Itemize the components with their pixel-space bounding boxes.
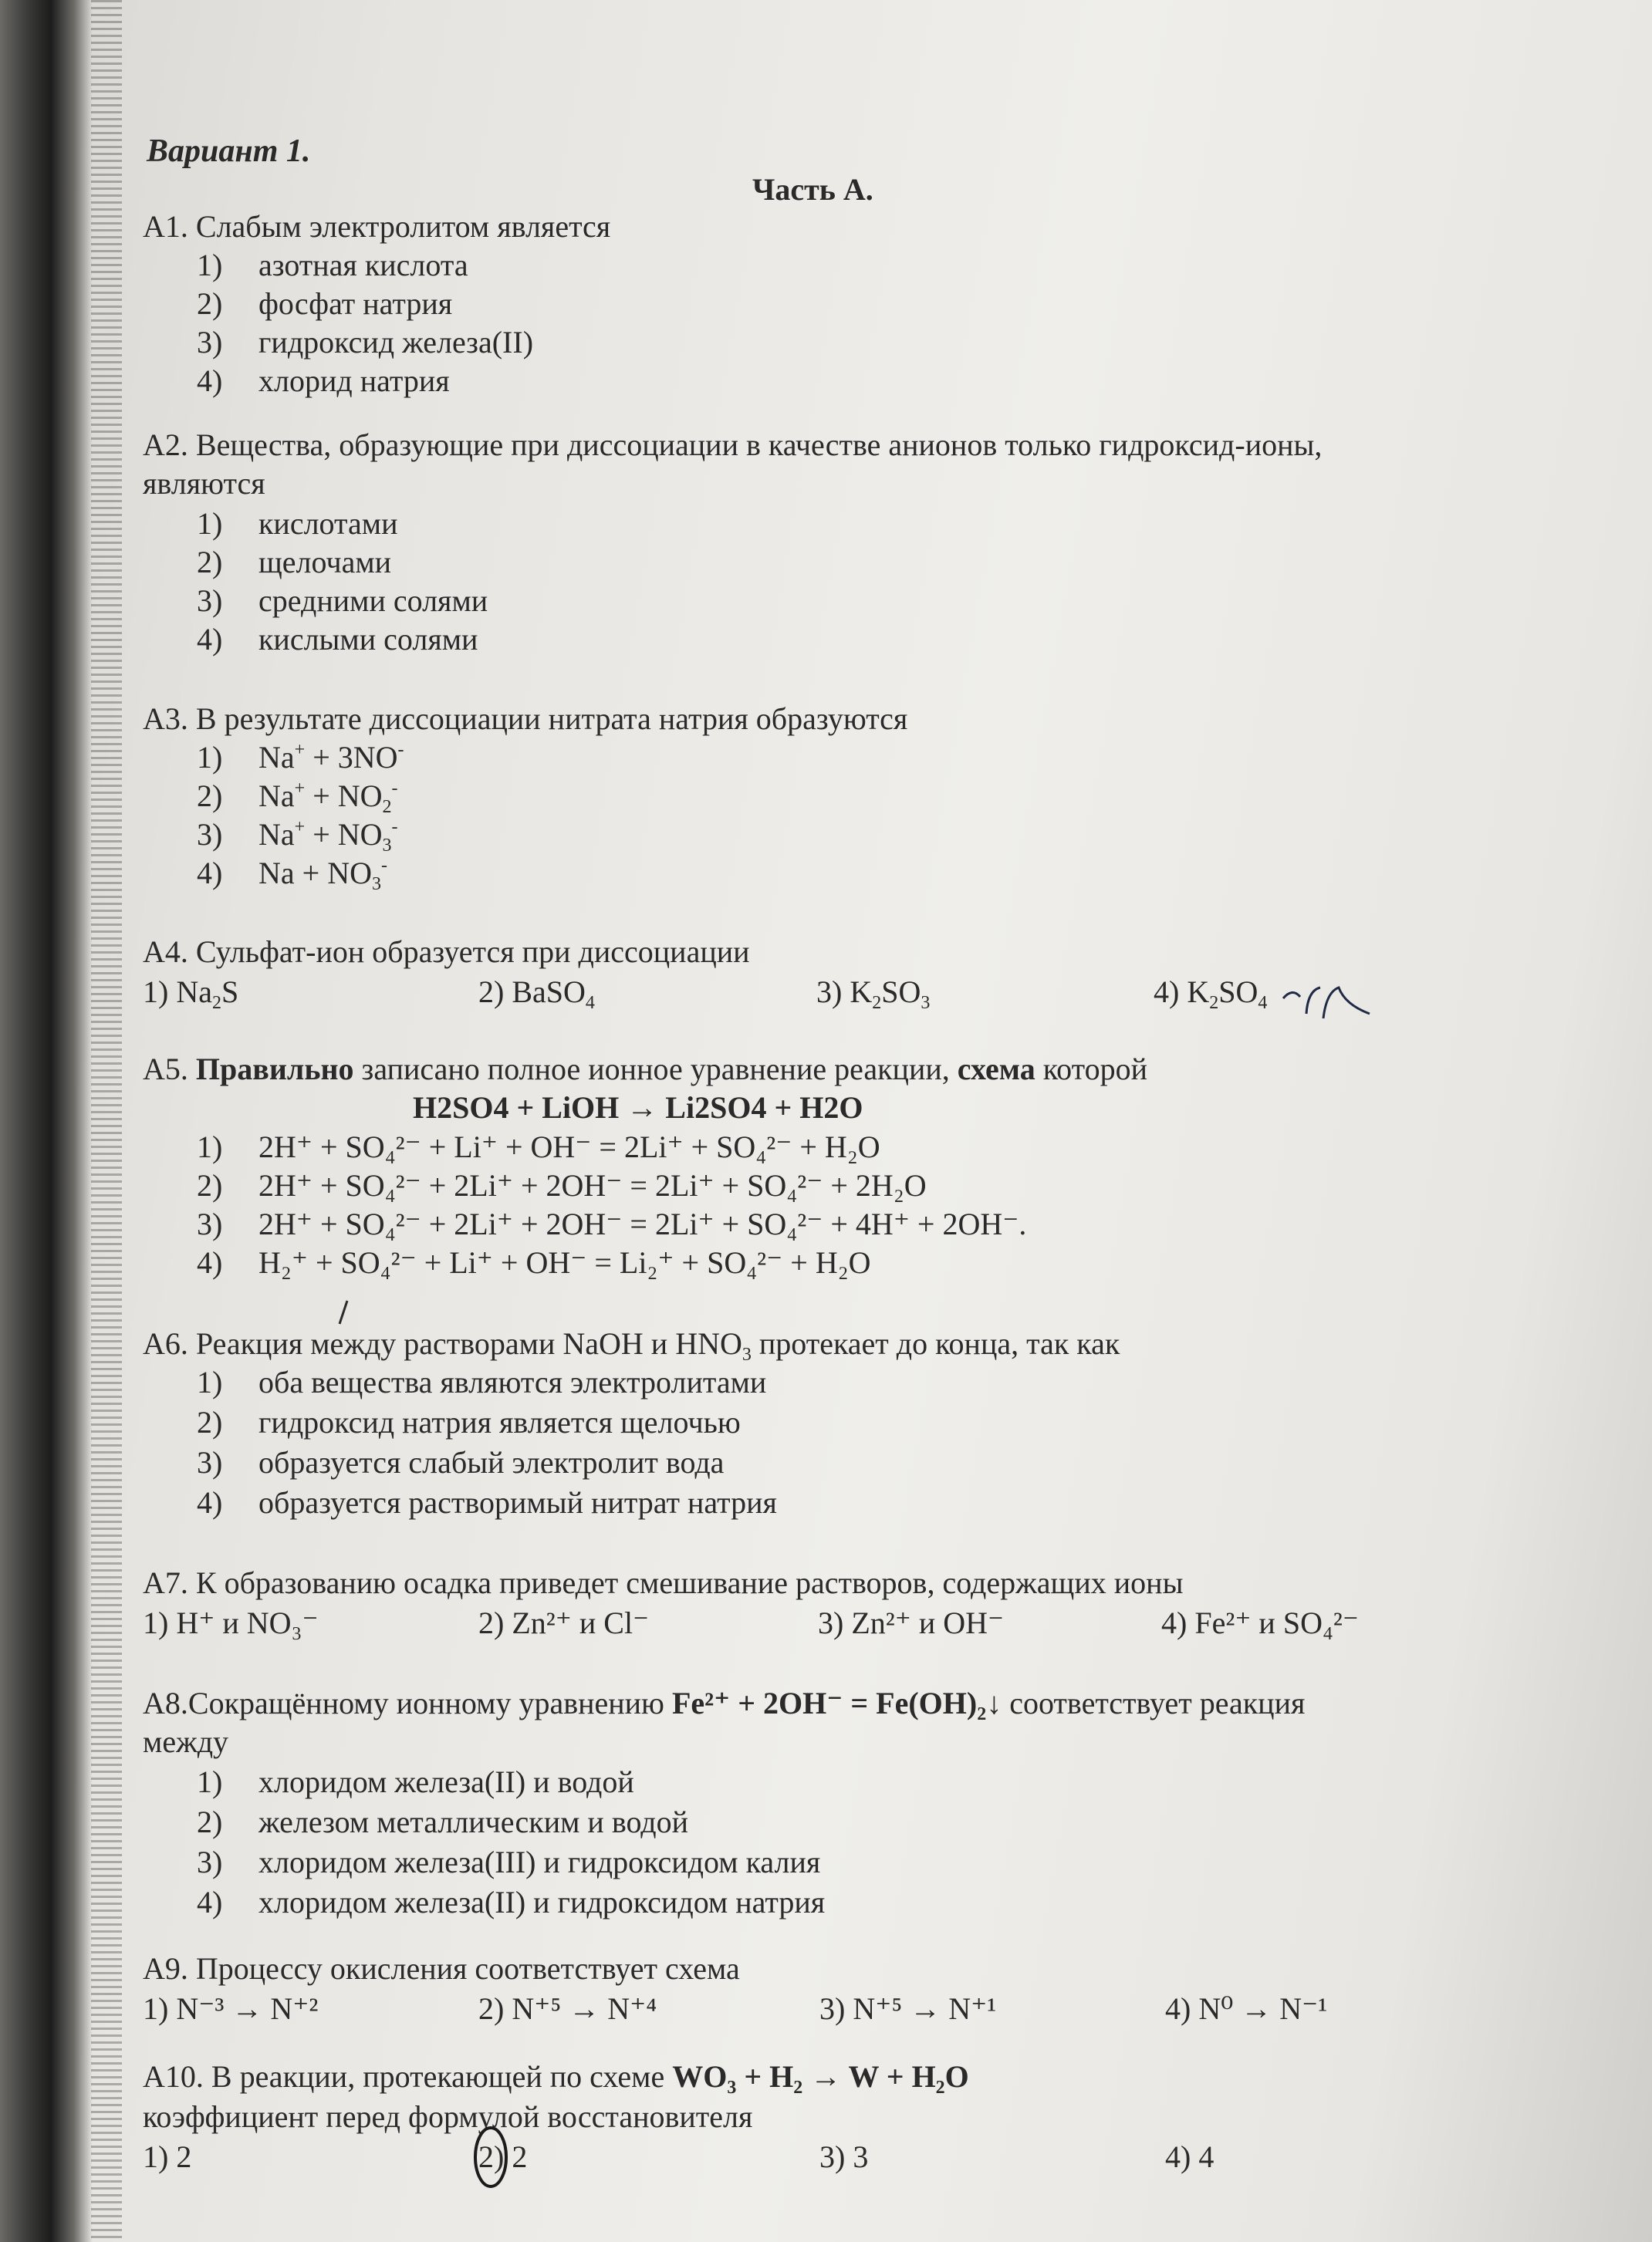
superscript: -: [391, 817, 398, 837]
option-equation: 2H⁺ + SO₄²⁻ + 2Li⁺ + 2OH⁻ = 2Li⁺ + SO₄²⁻ + 4H⁺ + 2OH⁻.: [258, 1207, 1027, 1241]
question-a4: А4. Сульфат-ион образуется при диссоциации: [143, 934, 750, 969]
option-number: 4): [197, 622, 223, 657]
option-text: гидроксид железа(II): [258, 325, 534, 360]
question-a10-cont: коэффициент перед формулой восстановителя: [143, 2099, 753, 2134]
option-number: 1): [197, 248, 223, 282]
question-a5: [143, 1051, 1147, 1088]
option-number: 3): [197, 1445, 223, 1480]
formula-part: 4) K: [1154, 974, 1210, 1009]
superscript: -: [380, 856, 387, 876]
option-text: средними солями: [258, 583, 488, 618]
option-formula: [258, 816, 398, 856]
formula-part: SO: [881, 974, 921, 1009]
formula-part: Na + NO: [258, 856, 372, 890]
subscript: 2: [1209, 993, 1219, 1013]
option-number: 1): [197, 740, 223, 775]
reaction-scheme: WO₃ + H₂ → W + H₂O: [672, 2059, 969, 2094]
option-number: 3): [197, 1845, 223, 1879]
option-number: 2): [197, 778, 223, 813]
variant-title: Вариант 1.: [147, 133, 311, 169]
option-text: хлорид натрия: [258, 363, 450, 398]
option-formula: [258, 855, 387, 892]
option-equation: 2H⁺ + SO₄²⁻ + Li⁺ + OH⁻ = 2Li⁺ + SO₄²⁻ + H₂O: [258, 1129, 880, 1164]
subscript: 3: [371, 874, 381, 894]
option-text: железом металлическим и водой: [258, 1805, 689, 1839]
part-title: Часть А.: [752, 172, 873, 207]
pen-mark-scribble: [1277, 974, 1385, 1035]
scan-edge-shadow: [0, 0, 93, 2242]
option-number: 3): [197, 583, 223, 618]
question-a8-cont: между: [143, 1724, 229, 1759]
formula-part: Na: [258, 778, 295, 813]
option-text: кислотами: [258, 506, 398, 541]
superscript: +: [294, 740, 306, 760]
option-2-scheme: 2) N⁺⁵ → N⁺⁴: [478, 1991, 657, 2026]
formula-part: + NO: [305, 778, 383, 813]
option-4-value: 4) 4: [1165, 2139, 1215, 2174]
option-number: 1): [197, 1129, 223, 1164]
formula-part: S: [221, 974, 239, 1009]
question-part: А6. Реакция между растворами NaOH и HNO: [143, 1326, 742, 1361]
option-number: 4): [197, 856, 223, 890]
formula-part: + 3NO: [305, 740, 398, 775]
formula-part: 2) BaSO: [478, 974, 586, 1009]
question-bold: схема: [957, 1052, 1035, 1086]
option-text: хлоридом железа(II) и гидроксидом натрия: [258, 1885, 826, 1920]
option-4-formula: [1154, 974, 1267, 1011]
formula-part: SO: [1218, 974, 1258, 1009]
option-number: 3): [197, 325, 223, 360]
option-1-formula: 1) H⁺ и NO₃⁻: [143, 1606, 319, 1640]
option-2-formula: [478, 974, 595, 1011]
subscript: 3: [742, 1345, 752, 1365]
pen-circle-mark: [468, 2123, 514, 2200]
option-4-formula: 4) Fe²⁺ и SO₄²⁻: [1161, 1606, 1360, 1640]
reaction-scheme: H2SO4 + LiOH → Li2SO4 + H2O: [413, 1090, 863, 1125]
question-a2-cont: являются: [143, 466, 265, 501]
formula-part: 3) K: [816, 974, 873, 1009]
option-number: 2): [197, 286, 223, 321]
option-text: хлоридом железа(II) и водой: [258, 1764, 634, 1799]
question-part: протекает до конца, так как: [751, 1326, 1120, 1361]
question-a6: [143, 1325, 1120, 1365]
option-text: образуется слабый электролит вода: [258, 1445, 725, 1480]
question-part: соответствует реакция: [1002, 1686, 1306, 1720]
option-4-scheme: 4) N⁰ → N⁻¹: [1165, 1991, 1328, 2026]
superscript: +: [294, 817, 306, 837]
scan-edge-fringe: [91, 0, 122, 2242]
question-a8: [143, 1685, 1305, 1722]
option-text: фосфат натрия: [258, 286, 453, 321]
option-number: 1): [197, 506, 223, 541]
option-number: 2): [197, 1805, 223, 1839]
option-1-value: 1) 2: [143, 2139, 192, 2174]
superscript: -: [391, 778, 398, 799]
question-a3: А3. В результате диссоциации нитрата натрия образуются: [143, 701, 908, 736]
option-number: 2): [197, 545, 223, 579]
pen-mark-tick: [332, 1298, 355, 1329]
question-part: которой: [1035, 1052, 1147, 1086]
option-3-value: 3) 3: [819, 2139, 869, 2174]
formula-part: + NO: [305, 817, 383, 852]
subscript: 2: [211, 993, 221, 1013]
question-part: А8.Сокращённому ионному уравнению: [143, 1686, 672, 1720]
option-number: 4): [197, 1885, 223, 1920]
option-text: оба вещества являются электролитами: [258, 1365, 767, 1400]
option-text: хлоридом железа(III) и гидроксидом калия: [258, 1845, 821, 1879]
option-number: 2): [197, 1405, 223, 1440]
subscript: 3: [382, 836, 392, 856]
option-2-value: 2) 2: [478, 2139, 528, 2174]
option-3-scheme: 3) N⁺⁵ → N⁺¹: [819, 1991, 997, 2026]
option-1-formula: [143, 974, 238, 1011]
option-3-formula: 3) Zn²⁺ и OH⁻: [818, 1606, 1005, 1640]
option-number: 1): [197, 1365, 223, 1400]
option-text: образуется растворимый нитрат натрия: [258, 1485, 777, 1520]
option-1-scheme: 1) N⁻³ → N⁺²: [143, 1991, 319, 2026]
option-number: 1): [197, 1764, 223, 1799]
option-text: гидроксид натрия является щелочью: [258, 1405, 741, 1440]
option-text: щелочами: [258, 545, 392, 579]
question-a2: А2. Вещества, образующие при диссоциации в качестве анионов только гидроксид-ионы,: [143, 427, 1323, 462]
question-part: А5.: [143, 1052, 196, 1086]
question-part: А10. В реакции, протекающей по схеме: [143, 2059, 673, 2094]
subscript: 4: [585, 993, 595, 1013]
option-formula: [258, 778, 398, 815]
option-number: 2): [197, 1168, 223, 1203]
subscript: 2: [382, 797, 392, 817]
formula-part: Na: [258, 817, 295, 852]
formula-part: 1) Na: [143, 974, 212, 1009]
question-bold: Правильно: [195, 1052, 354, 1086]
question-a7: А7. К образованию осадка приведет смешивание растворов, содержащих ионы: [143, 1565, 1184, 1600]
subscript: 3: [921, 993, 931, 1013]
option-number: 3): [197, 817, 223, 852]
question-a10: [143, 2058, 969, 2095]
superscript: -: [397, 740, 404, 760]
superscript: +: [294, 778, 306, 799]
subscript: 2: [872, 993, 882, 1013]
ionic-equation: Fe²⁺ + 2OH⁻ = Fe(OH)₂↓: [671, 1686, 1002, 1720]
option-number: 4): [197, 363, 223, 398]
question-part: записано полное ионное уравнение реакции,: [353, 1052, 958, 1086]
option-2-formula: 2) Zn²⁺ и Cl⁻: [478, 1606, 650, 1640]
formula-part: Na: [258, 740, 295, 775]
option-number: 3): [197, 1207, 223, 1241]
question-a1: А1. Слабым электролитом является: [143, 209, 611, 244]
question-a9: А9. Процессу окисления соответствует схема: [143, 1951, 740, 1986]
subscript: 4: [1258, 993, 1268, 1013]
option-equation: H₂⁺ + SO₄²⁻ + Li⁺ + OH⁻ = Li₂⁺ + SO₄²⁻ + H₂O: [258, 1245, 871, 1280]
option-text: азотная кислота: [258, 248, 468, 282]
option-3-formula: [816, 974, 930, 1011]
option-equation: 2H⁺ + SO₄²⁻ + 2Li⁺ + 2OH⁻ = 2Li⁺ + SO₄²⁻ + 2H₂O: [258, 1168, 927, 1203]
option-number: 4): [197, 1245, 223, 1280]
option-text: кислыми солями: [258, 622, 478, 657]
option-number: 4): [197, 1485, 223, 1520]
option-formula: [258, 739, 404, 776]
